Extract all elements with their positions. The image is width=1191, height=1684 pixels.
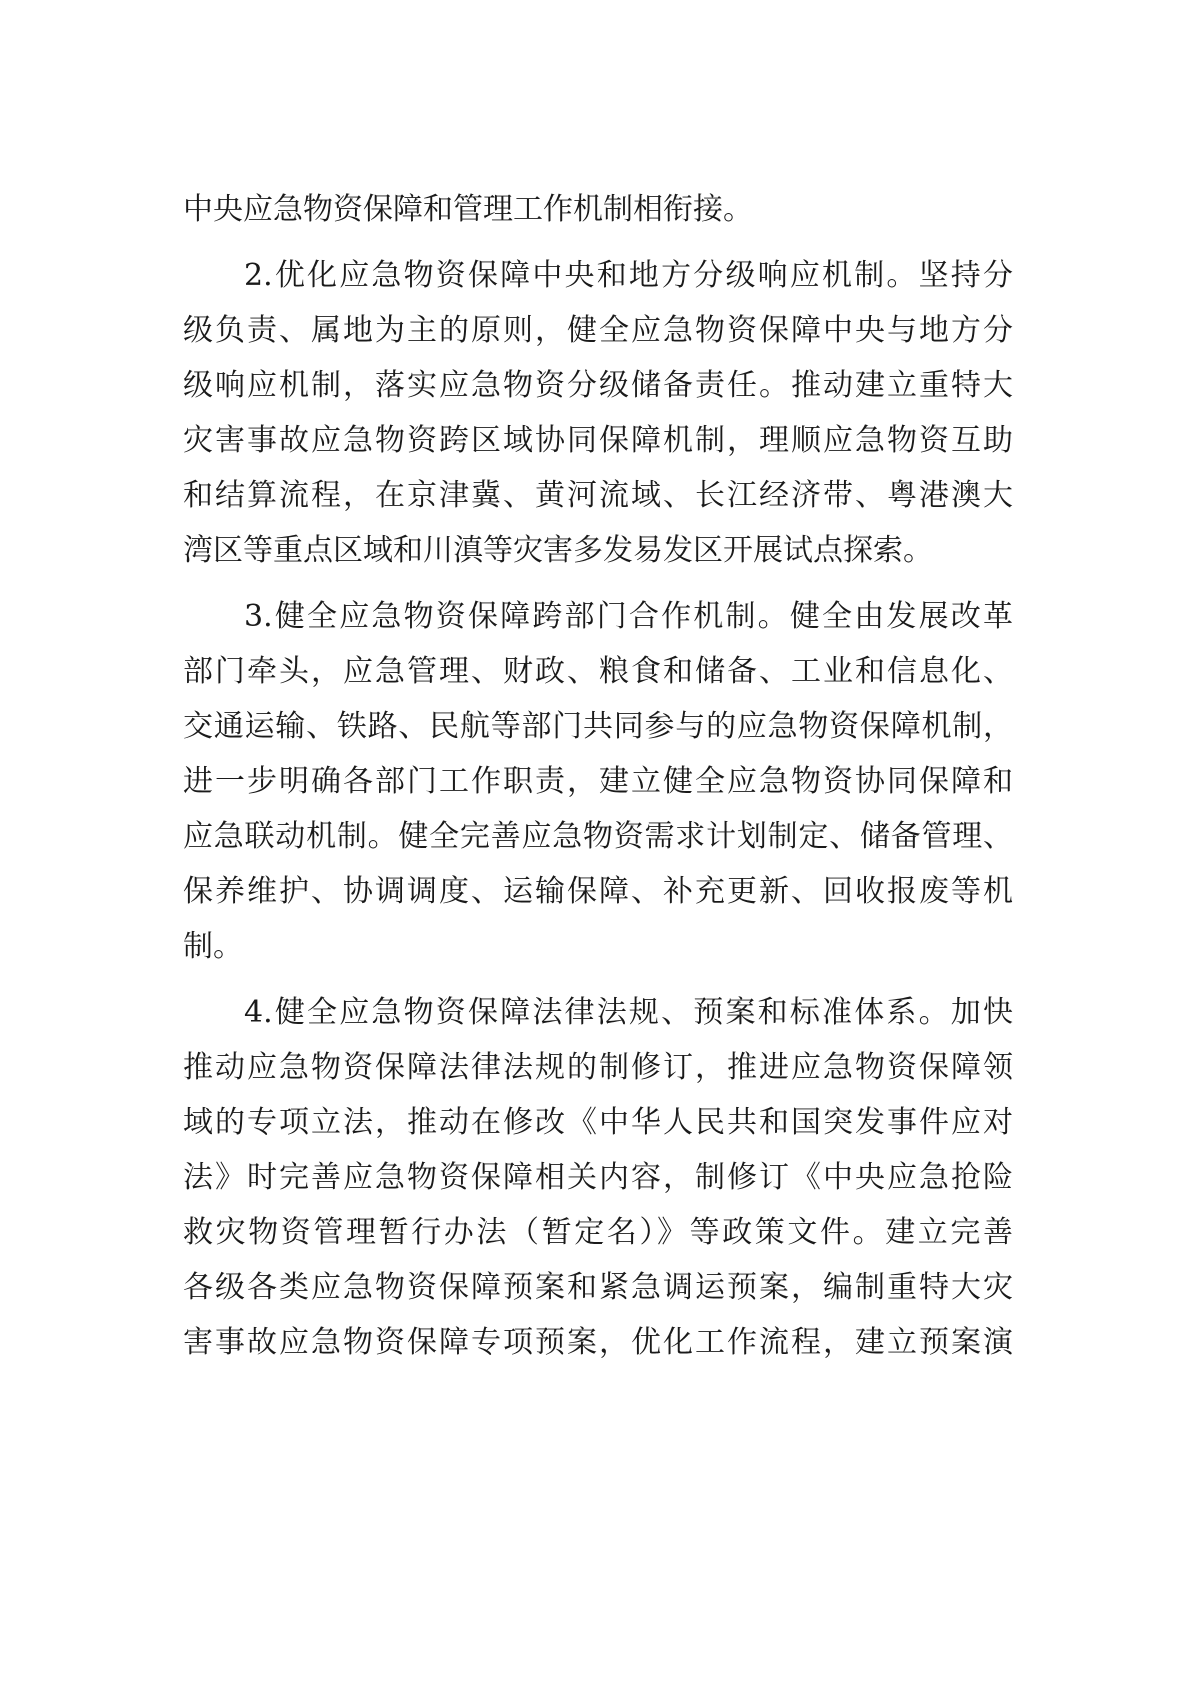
paragraph-4-line-3: 域的专项立法，推动在修改《中华人民共和国突发事件应对 (183, 1105, 1013, 1140)
paragraph-3-line-7: 制。 (183, 929, 243, 964)
paragraph-1-line-1: 中央应急物资保障和管理工作机制相衔接。 (183, 192, 753, 227)
paragraph-4-line-6: 各级各类应急物资保障预案和紧急调运预案，编制重特大灾 (183, 1270, 1013, 1305)
paragraph-2-line-3: 级响应机制，落实应急物资分级储备责任。推动建立重特大 (183, 368, 1013, 403)
paragraph-2-line-4: 灾害事故应急物资跨区域协同保障机制，理顺应急物资互助 (183, 423, 1013, 458)
paragraph-3-line-5: 应急联动机制。健全完善应急物资需求计划制定、储备管理、 (183, 819, 1013, 854)
paragraph-2-line-2: 级负责、属地为主的原则，健全应急物资保障中央与地方分 (183, 313, 1013, 348)
paragraph-4-line-4: 法》时完善应急物资保障相关内容，制修订《中央应急抢险 (183, 1160, 1013, 1195)
paragraph-2-line-5: 和结算流程，在京津冀、黄河流域、长江经济带、粤港澳大 (183, 478, 1013, 513)
paragraph-3-line-2: 部门牵头，应急管理、财政、粮食和储备、工业和信息化、 (183, 654, 1013, 689)
paragraph-4-line-2: 推动应急物资保障法律法规的制修订，推进应急物资保障领 (183, 1050, 1013, 1085)
paragraph-4-line-7: 害事故应急物资保障专项预案，优化工作流程，建立预案演 (183, 1325, 1013, 1360)
paragraph-4-line-5: 救灾物资管理暂行办法（暂定名）》等政策文件。建立完善 (183, 1215, 1013, 1250)
paragraph-3-line-3: 交通运输、铁路、民航等部门共同参与的应急物资保障机制， (183, 709, 1013, 744)
paragraph-3-line-6: 保养维护、协调调度、运输保障、补充更新、回收报废等机 (183, 874, 1013, 909)
paragraph-4-line-1: 4.健全应急物资保障法律法规、预案和标准体系。加快 (244, 995, 1013, 1030)
paragraph-2-line-1: 2.优化应急物资保障中央和地方分级响应机制。坚持分 (244, 258, 1013, 293)
paragraph-3-line-4: 进一步明确各部门工作职责，建立健全应急物资协同保障和 (183, 764, 1013, 799)
paragraph-2-line-6: 湾区等重点区域和川滇等灾害多发易发区开展试点探索。 (183, 533, 933, 568)
paragraph-3-line-1: 3.健全应急物资保障跨部门合作机制。健全由发展改革 (244, 599, 1013, 634)
